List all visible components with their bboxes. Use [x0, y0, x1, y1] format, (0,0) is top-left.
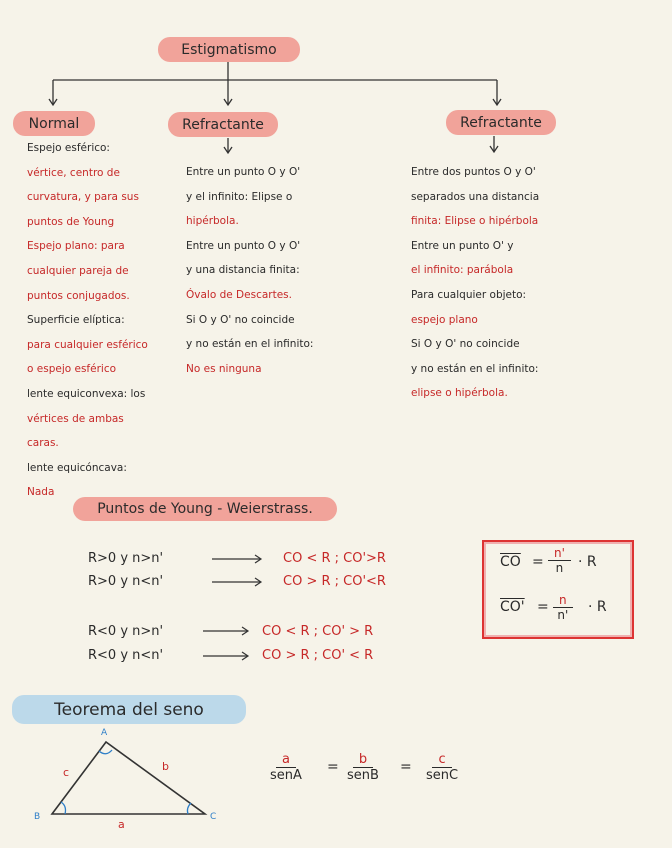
note-line: vértice, centro de [27, 166, 120, 179]
sine-law-term-a [266, 752, 306, 783]
note-line: separados una distancia [411, 190, 540, 203]
sine-law-c-denominator: senC [426, 768, 459, 783]
note-line: No es ninguna [186, 362, 262, 375]
note-line: Entre un punto O' y [411, 239, 514, 252]
young-row-3-condition: R<0 y n>n' [88, 624, 164, 639]
young-row-4-result: CO > R ; CO' < R [262, 648, 374, 663]
note-line: Superficie elíptica: [27, 314, 125, 327]
note-line: Si O y O' no coincide [411, 338, 520, 351]
note-line: Óvalo de Descartes. [186, 288, 292, 301]
formula-co-fraction [548, 546, 571, 575]
refractante2-notes [411, 160, 539, 406]
formula-cop-denominator: n' [557, 608, 569, 622]
note-line: Espejo plano: para [27, 240, 125, 253]
formula-cop-fraction [553, 593, 573, 622]
note-line: para cualquier esférico [27, 338, 148, 351]
main-title: Estigmatismo [158, 37, 300, 62]
note-line: Entre un punto O y O' [186, 166, 301, 178]
vertex-c-label: C [210, 812, 217, 822]
sine-law-b-numerator: b [353, 752, 373, 768]
branch-refractante-2: Refractante [446, 110, 556, 135]
formula-co-equals: = [532, 554, 544, 570]
note-line: lente equiconvexa: los [27, 387, 146, 400]
sine-law-term-c [422, 752, 462, 783]
note-line: el infinito: parábola [411, 264, 514, 277]
formula-co-label: $\overline{CO}$ [500, 554, 521, 570]
young-row-1-condition: R>0 y n>n' [88, 551, 164, 566]
refractante1-notes [186, 160, 313, 381]
note-line: hipérbola. [186, 215, 239, 228]
note-line: y una distancia finita: [186, 264, 300, 277]
formula-cop-label: CO' [500, 599, 525, 615]
note-line: finita: Elipse o hipérbola [411, 215, 539, 228]
normal-notes [27, 136, 148, 505]
formula-cop-equals: = [537, 599, 549, 615]
note-line: puntos de Young [27, 215, 115, 228]
note-line: curvatura, y para sus [27, 191, 139, 204]
sine-law-a-denominator: senA [270, 768, 302, 783]
note-line: Espejo esférico: [27, 142, 110, 154]
note-line: Entre un punto O y O' [186, 239, 301, 252]
note-line: y no están en el infinito: [411, 362, 539, 375]
formula-co-denominator: n [555, 561, 564, 575]
sine-law-a-numerator: a [276, 752, 296, 768]
young-row-2-condition: R>0 y n<n' [88, 574, 164, 589]
sine-law-equals-1: = [327, 759, 339, 775]
note-line: y el infinito: Elipse o [186, 190, 293, 203]
note-line: Entre dos puntos O y O' [411, 166, 536, 178]
vertex-a-label: A [101, 728, 108, 738]
branch-refractante-1: Refractante [168, 112, 278, 137]
formula-cop-tail: · R [588, 599, 607, 615]
sine-theorem-title: Teorema del seno [12, 695, 246, 724]
sine-law-b-denominator: senB [347, 768, 379, 783]
note-line: Nada [27, 486, 55, 499]
note-line: Si O y O' no coincide [186, 313, 295, 326]
note-line: lente equicóncava: [27, 461, 127, 474]
note-line: puntos conjugados. [27, 289, 130, 302]
side-a-label: a [118, 818, 125, 831]
note-line: caras. [27, 437, 59, 450]
note-line: espejo plano [411, 313, 478, 326]
formula-cop-numerator: n [553, 593, 573, 608]
note-line: y no están en el infinito: [186, 338, 314, 351]
note-line: elipse o hipérbola. [411, 387, 508, 400]
vertex-b-label: B [34, 812, 41, 822]
side-b-label: b [162, 760, 169, 773]
sine-law-c-numerator: c [432, 752, 451, 768]
young-row-1-result: CO < R ; CO'>R [283, 551, 386, 566]
young-weierstrass-title: Puntos de Young - Weierstrass. [73, 497, 337, 521]
formula-co-tail: · R [578, 554, 597, 570]
formula-co-numerator: n' [548, 546, 571, 561]
sine-law-equals-2: = [400, 759, 412, 775]
note-line: vértices de ambas [27, 412, 124, 425]
young-row-3-result: CO < R ; CO' > R [262, 624, 374, 639]
young-row-2-result: CO > R ; CO'<R [283, 574, 386, 589]
sine-law-term-b [343, 752, 383, 783]
young-row-4-condition: R<0 y n<n' [88, 648, 164, 663]
note-line: Para cualquier objeto: [411, 288, 527, 301]
triangle-diagram [52, 742, 205, 814]
branch-normal: Normal [13, 111, 95, 136]
note-line: o espejo esférico [27, 363, 117, 376]
side-c-label: c [63, 766, 70, 779]
note-line: cualquier pareja de [27, 264, 129, 277]
